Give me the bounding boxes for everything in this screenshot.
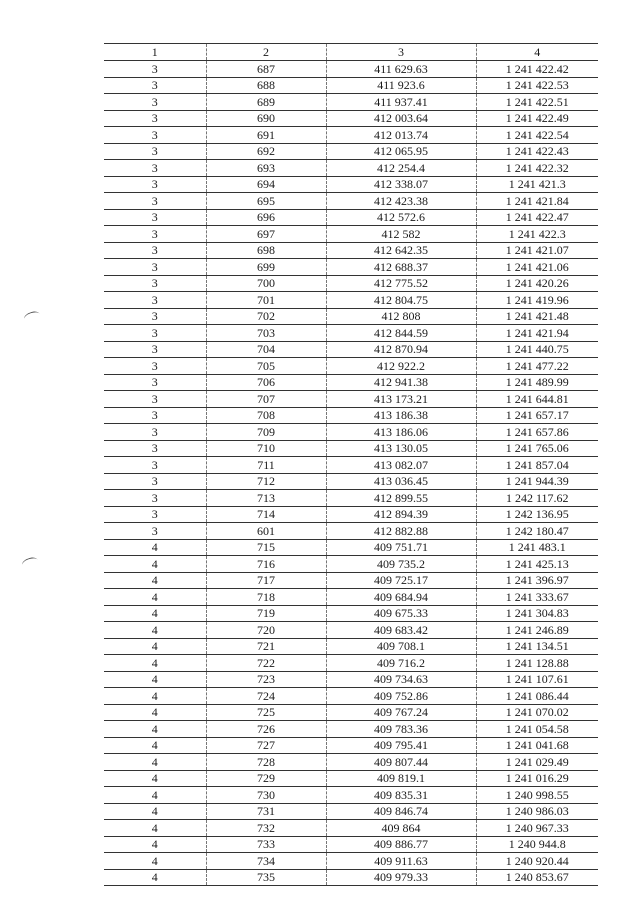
x-coordinate-cell: 412 423.38 (326, 193, 476, 210)
contour-number-cell: 3 (104, 473, 206, 490)
x-coordinate-cell: 411 629.63 (326, 61, 476, 78)
x-coordinate-cell: 409 911.63 (326, 853, 476, 870)
contour-number-cell: 4 (104, 671, 206, 688)
y-coordinate-cell: 1 241 421.07 (476, 242, 598, 259)
contour-number-cell: 4 (104, 539, 206, 556)
table-row (104, 671, 598, 688)
contour-number-cell: 4 (104, 853, 206, 870)
contour-number-cell: 4 (104, 556, 206, 573)
point-number-cell: 726 (206, 721, 326, 738)
y-coordinate-cell: 1 242 117.62 (476, 490, 598, 507)
contour-number-cell: 3 (104, 457, 206, 474)
contour-number-cell: 3 (104, 127, 206, 144)
y-coordinate-cell: 1 241 425.13 (476, 556, 598, 573)
x-coordinate-cell: 412 338.07 (326, 176, 476, 193)
x-coordinate-cell: 409 675.33 (326, 605, 476, 622)
table-row (104, 572, 598, 589)
y-coordinate-cell: 1 241 422.42 (476, 61, 598, 78)
y-coordinate-cell: 1 241 070.02 (476, 704, 598, 721)
x-coordinate-cell: 412 013.74 (326, 127, 476, 144)
point-number-cell: 696 (206, 209, 326, 226)
y-coordinate-cell: 1 241 440.75 (476, 341, 598, 358)
point-number-cell: 706 (206, 374, 326, 391)
coordinates-table (104, 43, 598, 886)
y-coordinate-cell: 1 241 054.58 (476, 721, 598, 738)
point-number-cell: 710 (206, 440, 326, 457)
y-coordinate-cell: 1 241 396.97 (476, 572, 598, 589)
x-coordinate-cell: 412 844.59 (326, 325, 476, 342)
contour-number-cell: 3 (104, 308, 206, 325)
table-row (104, 820, 598, 837)
point-number-cell: 727 (206, 737, 326, 754)
table-row (104, 853, 598, 870)
table-body (104, 61, 598, 886)
table-row (104, 341, 598, 358)
point-number-cell: 724 (206, 688, 326, 705)
x-coordinate-cell: 412 804.75 (326, 292, 476, 309)
point-number-cell: 698 (206, 242, 326, 259)
contour-number-cell: 4 (104, 605, 206, 622)
contour-number-cell: 4 (104, 820, 206, 837)
table-row (104, 787, 598, 804)
contour-number-cell: 4 (104, 721, 206, 738)
y-coordinate-cell: 1 241 421.84 (476, 193, 598, 210)
point-number-cell: 735 (206, 869, 326, 886)
y-coordinate-cell: 1 241 128.88 (476, 655, 598, 672)
point-number-cell: 687 (206, 61, 326, 78)
point-number-cell: 718 (206, 589, 326, 606)
y-coordinate-cell: 1 240 986.03 (476, 803, 598, 820)
x-coordinate-cell: 409 864 (326, 820, 476, 837)
x-coordinate-cell: 413 130.05 (326, 440, 476, 457)
contour-number-cell: 4 (104, 836, 206, 853)
x-coordinate-cell: 409 734.63 (326, 671, 476, 688)
y-coordinate-cell: 1 241 419.96 (476, 292, 598, 309)
contour-number-cell: 3 (104, 94, 206, 111)
table-row (104, 424, 598, 441)
table-row (104, 77, 598, 94)
y-coordinate-cell: 1 241 421.3 (476, 176, 598, 193)
point-number-cell: 702 (206, 308, 326, 325)
point-number-cell: 688 (206, 77, 326, 94)
contour-number-cell: 3 (104, 325, 206, 342)
y-coordinate-cell: 1 241 422.32 (476, 160, 598, 177)
point-number-cell: 690 (206, 110, 326, 127)
x-coordinate-cell: 413 186.06 (326, 424, 476, 441)
contour-number-cell: 3 (104, 259, 206, 276)
point-number-cell: 717 (206, 572, 326, 589)
x-coordinate-cell: 409 979.33 (326, 869, 476, 886)
table-row (104, 523, 598, 540)
point-number-cell: 695 (206, 193, 326, 210)
y-coordinate-cell: 1 241 657.86 (476, 424, 598, 441)
contour-number-cell: 3 (104, 424, 206, 441)
point-number-cell: 692 (206, 143, 326, 160)
x-coordinate-cell: 409 767.24 (326, 704, 476, 721)
contour-number-cell: 3 (104, 523, 206, 540)
y-coordinate-cell: 1 241 422.53 (476, 77, 598, 94)
point-number-cell: 693 (206, 160, 326, 177)
table-row (104, 638, 598, 655)
x-coordinate-cell: 409 708.1 (326, 638, 476, 655)
margin-mark (21, 556, 39, 570)
table-row (104, 61, 598, 78)
contour-number-cell: 4 (104, 754, 206, 771)
table-row (104, 655, 598, 672)
table-row (104, 358, 598, 375)
point-number-cell: 733 (206, 836, 326, 853)
header-row (104, 44, 598, 61)
point-number-cell: 712 (206, 473, 326, 490)
contour-number-cell: 4 (104, 704, 206, 721)
y-coordinate-cell: 1 241 657.17 (476, 407, 598, 424)
y-coordinate-cell: 1 241 420.26 (476, 275, 598, 292)
contour-number-cell: 4 (104, 622, 206, 639)
point-number-cell: 714 (206, 506, 326, 523)
y-coordinate-cell: 1 241 422.51 (476, 94, 598, 111)
table-row (104, 242, 598, 259)
y-coordinate-cell: 1 241 477.22 (476, 358, 598, 375)
x-coordinate-cell: 412 572.6 (326, 209, 476, 226)
contour-number-cell: 3 (104, 490, 206, 507)
point-number-cell: 719 (206, 605, 326, 622)
point-number-cell: 699 (206, 259, 326, 276)
y-coordinate-cell: 1 241 944.39 (476, 473, 598, 490)
point-number-cell: 708 (206, 407, 326, 424)
x-coordinate-cell: 409 684.94 (326, 589, 476, 606)
table-row (104, 721, 598, 738)
table-row (104, 94, 598, 111)
point-number-cell: 729 (206, 770, 326, 787)
y-coordinate-cell: 1 240 967.33 (476, 820, 598, 837)
point-number-cell: 601 (206, 523, 326, 540)
table-row (104, 539, 598, 556)
point-number-cell: 709 (206, 424, 326, 441)
table-row (104, 803, 598, 820)
table-row (104, 407, 598, 424)
table-row (104, 292, 598, 309)
x-coordinate-cell: 412 642.35 (326, 242, 476, 259)
y-coordinate-cell: 1 241 333.67 (476, 589, 598, 606)
contour-number-cell: 4 (104, 787, 206, 804)
contour-number-cell: 3 (104, 193, 206, 210)
contour-number-cell: 3 (104, 176, 206, 193)
table-row (104, 325, 598, 342)
point-number-cell: 723 (206, 671, 326, 688)
point-number-cell: 694 (206, 176, 326, 193)
table-row (104, 176, 598, 193)
x-coordinate-cell: 413 186.38 (326, 407, 476, 424)
table-row (104, 457, 598, 474)
x-coordinate-cell: 412 582 (326, 226, 476, 243)
contour-number-cell: 3 (104, 407, 206, 424)
table-row (104, 226, 598, 243)
x-coordinate-cell: 412 870.94 (326, 341, 476, 358)
x-coordinate-cell: 409 835.31 (326, 787, 476, 804)
contour-number-cell: 4 (104, 803, 206, 820)
x-coordinate-cell: 409 886.77 (326, 836, 476, 853)
x-coordinate-cell: 409 716.2 (326, 655, 476, 672)
y-coordinate-cell: 1 241 422.43 (476, 143, 598, 160)
point-number-cell: 711 (206, 457, 326, 474)
table-row (104, 506, 598, 523)
point-number-cell: 697 (206, 226, 326, 243)
column-header-2: 2 (206, 44, 326, 61)
table-row (104, 473, 598, 490)
contour-number-cell: 3 (104, 358, 206, 375)
x-coordinate-cell: 409 846.74 (326, 803, 476, 820)
y-coordinate-cell: 1 241 421.48 (476, 308, 598, 325)
table-row (104, 308, 598, 325)
table-row (104, 275, 598, 292)
contour-number-cell: 3 (104, 374, 206, 391)
point-number-cell: 715 (206, 539, 326, 556)
y-coordinate-cell: 1 241 107.61 (476, 671, 598, 688)
contour-number-cell: 3 (104, 160, 206, 177)
contour-number-cell: 3 (104, 391, 206, 408)
table-row (104, 869, 598, 886)
point-number-cell: 705 (206, 358, 326, 375)
point-number-cell: 732 (206, 820, 326, 837)
x-coordinate-cell: 413 082.07 (326, 457, 476, 474)
y-coordinate-cell: 1 240 853.67 (476, 869, 598, 886)
contour-number-cell: 3 (104, 110, 206, 127)
table-row (104, 209, 598, 226)
table-row (104, 589, 598, 606)
x-coordinate-cell: 412 808 (326, 308, 476, 325)
y-coordinate-cell: 1 240 998.55 (476, 787, 598, 804)
contour-number-cell: 3 (104, 209, 206, 226)
table-row (104, 110, 598, 127)
point-number-cell: 730 (206, 787, 326, 804)
column-header-3: 3 (326, 44, 476, 61)
table-row (104, 836, 598, 853)
x-coordinate-cell: 412 894.39 (326, 506, 476, 523)
column-header-4: 4 (476, 44, 598, 61)
y-coordinate-cell: 1 241 086.44 (476, 688, 598, 705)
point-number-cell: 721 (206, 638, 326, 655)
y-coordinate-cell: 1 241 421.94 (476, 325, 598, 342)
x-coordinate-cell: 413 173.21 (326, 391, 476, 408)
point-number-cell: 700 (206, 275, 326, 292)
x-coordinate-cell: 412 922.2 (326, 358, 476, 375)
y-coordinate-cell: 1 241 041.68 (476, 737, 598, 754)
y-coordinate-cell: 1 241 422.54 (476, 127, 598, 144)
x-coordinate-cell: 409 725.17 (326, 572, 476, 589)
x-coordinate-cell: 409 735.2 (326, 556, 476, 573)
x-coordinate-cell: 409 819.1 (326, 770, 476, 787)
contour-number-cell: 3 (104, 341, 206, 358)
point-number-cell: 713 (206, 490, 326, 507)
y-coordinate-cell: 1 242 136.95 (476, 506, 598, 523)
point-number-cell: 691 (206, 127, 326, 144)
table-row (104, 556, 598, 573)
contour-number-cell: 3 (104, 143, 206, 160)
x-coordinate-cell: 412 941.38 (326, 374, 476, 391)
margin-mark (23, 310, 41, 324)
y-coordinate-cell: 1 241 029.49 (476, 754, 598, 771)
contour-number-cell: 4 (104, 572, 206, 589)
x-coordinate-cell: 412 254.4 (326, 160, 476, 177)
table-row (104, 440, 598, 457)
point-number-cell: 716 (206, 556, 326, 573)
point-number-cell: 722 (206, 655, 326, 672)
point-number-cell: 720 (206, 622, 326, 639)
y-coordinate-cell: 1 241 304.83 (476, 605, 598, 622)
x-coordinate-cell: 409 752.86 (326, 688, 476, 705)
table-row (104, 754, 598, 771)
table-row (104, 770, 598, 787)
point-number-cell: 689 (206, 94, 326, 111)
table-row (104, 374, 598, 391)
x-coordinate-cell: 412 003.64 (326, 110, 476, 127)
contour-number-cell: 4 (104, 638, 206, 655)
contour-number-cell: 3 (104, 275, 206, 292)
x-coordinate-cell: 409 751.71 (326, 539, 476, 556)
x-coordinate-cell: 412 688.37 (326, 259, 476, 276)
table-row (104, 160, 598, 177)
point-number-cell: 704 (206, 341, 326, 358)
contour-number-cell: 3 (104, 77, 206, 94)
table-row (104, 490, 598, 507)
point-number-cell: 701 (206, 292, 326, 309)
table-row (104, 193, 598, 210)
point-number-cell: 707 (206, 391, 326, 408)
contour-number-cell: 3 (104, 506, 206, 523)
point-number-cell: 728 (206, 754, 326, 771)
x-coordinate-cell: 409 783.36 (326, 721, 476, 738)
y-coordinate-cell: 1 241 489.99 (476, 374, 598, 391)
table-row (104, 688, 598, 705)
table-row (104, 704, 598, 721)
table-row (104, 622, 598, 639)
point-number-cell: 734 (206, 853, 326, 870)
contour-number-cell: 4 (104, 655, 206, 672)
y-coordinate-cell: 1 241 483.1 (476, 539, 598, 556)
contour-number-cell: 3 (104, 242, 206, 259)
y-coordinate-cell: 1 241 644.81 (476, 391, 598, 408)
x-coordinate-cell: 412 775.52 (326, 275, 476, 292)
x-coordinate-cell: 411 923.6 (326, 77, 476, 94)
table-row (104, 391, 598, 408)
table-row (104, 737, 598, 754)
y-coordinate-cell: 1 241 765.06 (476, 440, 598, 457)
y-coordinate-cell: 1 241 422.3 (476, 226, 598, 243)
x-coordinate-cell: 411 937.41 (326, 94, 476, 111)
y-coordinate-cell: 1 241 422.47 (476, 209, 598, 226)
y-coordinate-cell: 1 241 134.51 (476, 638, 598, 655)
table-row (104, 143, 598, 160)
y-coordinate-cell: 1 240 920.44 (476, 853, 598, 870)
contour-number-cell: 3 (104, 61, 206, 78)
y-coordinate-cell: 1 241 421.06 (476, 259, 598, 276)
x-coordinate-cell: 412 065.95 (326, 143, 476, 160)
x-coordinate-cell: 409 683.42 (326, 622, 476, 639)
y-coordinate-cell: 1 241 016.29 (476, 770, 598, 787)
y-coordinate-cell: 1 241 422.49 (476, 110, 598, 127)
contour-number-cell: 4 (104, 589, 206, 606)
table-row (104, 259, 598, 276)
x-coordinate-cell: 412 882.88 (326, 523, 476, 540)
x-coordinate-cell: 409 807.44 (326, 754, 476, 771)
x-coordinate-cell: 413 036.45 (326, 473, 476, 490)
contour-number-cell: 4 (104, 737, 206, 754)
contour-number-cell: 4 (104, 770, 206, 787)
contour-number-cell: 3 (104, 226, 206, 243)
contour-number-cell: 4 (104, 869, 206, 886)
contour-number-cell: 4 (104, 688, 206, 705)
x-coordinate-cell: 412 899.55 (326, 490, 476, 507)
contour-number-cell: 3 (104, 440, 206, 457)
point-number-cell: 725 (206, 704, 326, 721)
column-header-1: 1 (104, 44, 206, 61)
y-coordinate-cell: 1 242 180.47 (476, 523, 598, 540)
contour-number-cell: 3 (104, 292, 206, 309)
point-number-cell: 731 (206, 803, 326, 820)
y-coordinate-cell: 1 241 246.89 (476, 622, 598, 639)
y-coordinate-cell: 1 240 944.8 (476, 836, 598, 853)
point-number-cell: 703 (206, 325, 326, 342)
x-coordinate-cell: 409 795.41 (326, 737, 476, 754)
y-coordinate-cell: 1 241 857.04 (476, 457, 598, 474)
table-row (104, 127, 598, 144)
table-row (104, 605, 598, 622)
